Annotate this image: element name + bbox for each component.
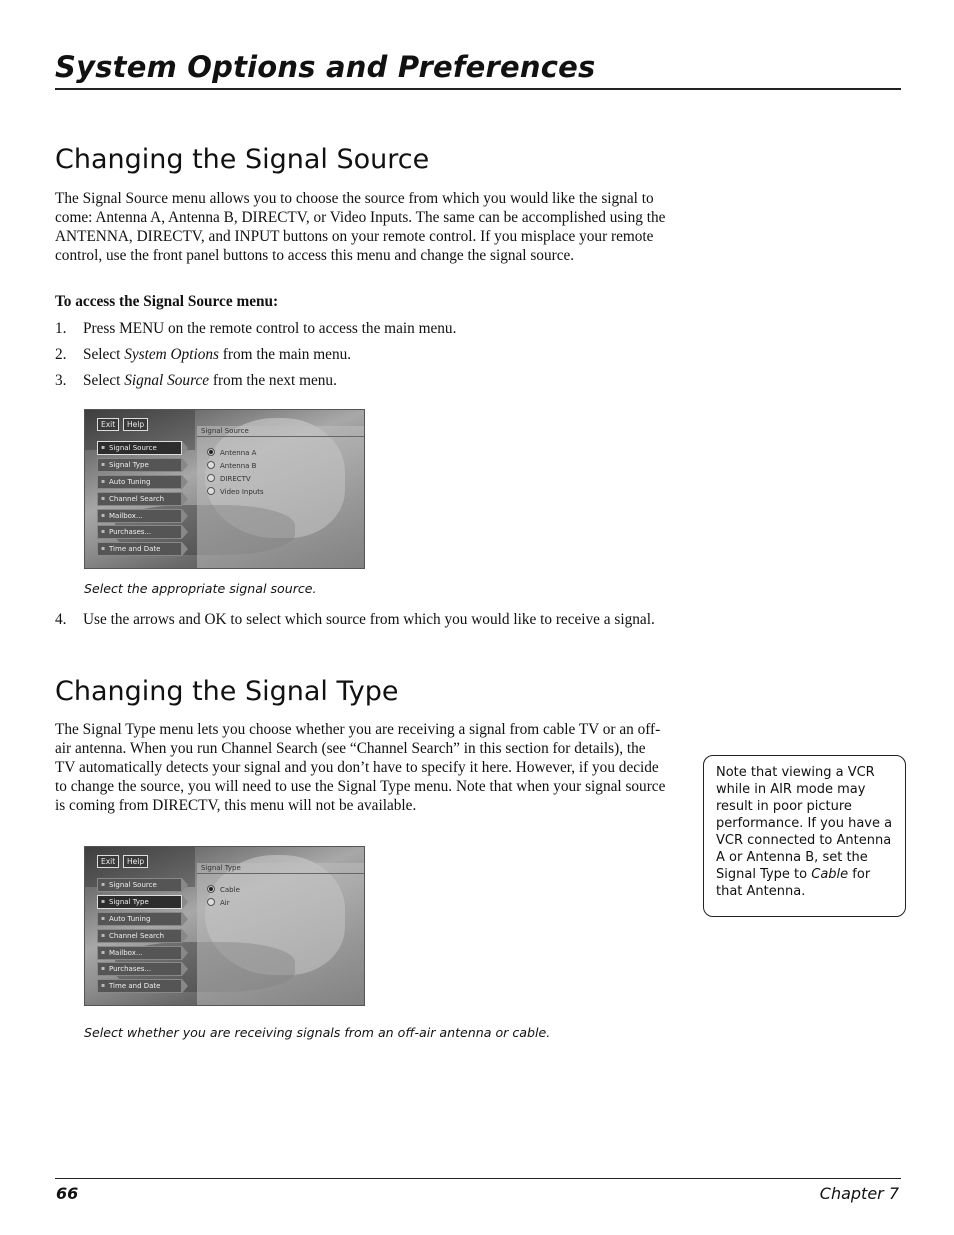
option-cable: Cable [207,885,240,894]
options-panel [197,863,365,1005]
menu-item-purchases: ▪ Purchases... [97,962,182,976]
note-box: Note that viewing a VCR while in AIR mode may result in poor picture performance. If you have a VCR connected to Antenna A or Antenna B, set the Signal Type to Cable for that Antenna. [703,755,906,917]
step-text: Press MENU on the remote control to access the main menu. [83,320,457,337]
menu-item-channel-search: ▪ Channel Search [97,492,182,506]
screenshot-caption-2: Select whether you are receiving signals from an off-air antenna or cable. [84,1025,551,1040]
signal-source-menu-screenshot [84,409,365,569]
screenshot-caption-1: Select the appropriate signal source. [84,581,317,596]
menu-item-purchases: ▪ Purchases... [97,525,182,539]
menu-item-signal-type: ▪ Signal Type [97,458,182,472]
menu-item-time-and-date: ▪ Time and Date [97,542,182,556]
footer-rule [55,1178,901,1179]
step-text: Select System Options from the main menu. [83,346,352,363]
option-video-inputs: Video Inputs [207,487,264,496]
menu-list [97,878,182,996]
menu-item-signal-source: ▪ Signal Source [97,441,182,455]
header-rule [55,88,901,90]
exit-button: Exit [97,855,119,868]
page-header-title: System Options and Preferences [55,50,596,84]
menu-item-auto-tuning: ▪ Auto Tuning [97,475,182,489]
help-button: Help [123,418,148,431]
step-text: Use the arrows and OK to select which source from which you would like to receive a signal. [83,611,655,628]
intro-paragraph: The Signal Source menu allows you to choose the source from which you would like the signal to come: Antenna A, Antenna B, DIRECTV, or Video Inputs. The same can be accomplished using the ANTENNA, DIRECTV, and INPUT buttons on your remote control. If you misplace your remote control, use the front panel buttons to access this menu and change the signal source. [55,190,666,264]
option-directv: DIRECTV [207,474,251,483]
radio-checked-icon [207,448,215,456]
step-number: 3. [55,372,67,389]
option-antenna-a: Antenna A [207,448,256,457]
menu-item-channel-search: ▪ Channel Search [97,929,182,943]
menu-item-mailbox: ▪ Mailbox... [97,946,182,960]
option-antenna-b: Antenna B [207,461,256,470]
chapter-label: Chapter 7 [819,1184,899,1203]
step-number: 4. [55,611,67,628]
menu-item-mailbox: ▪ Mailbox... [97,509,182,523]
menu-item-auto-tuning: ▪ Auto Tuning [97,912,182,926]
signal-type-menu-screenshot [84,846,365,1006]
menu-list [97,441,182,559]
radio-icon [207,474,215,482]
section-heading-signal-type: Changing the Signal Type [55,676,399,707]
panel-title: Signal Source [201,427,249,435]
panel-title: Signal Type [201,864,241,872]
radio-icon [207,487,215,495]
exit-button: Exit [97,418,119,431]
step-text: Select Signal Source from the next menu. [83,372,337,389]
radio-icon [207,898,215,906]
option-air: Air [207,898,230,907]
step-number: 1. [55,320,67,337]
options-panel [197,426,365,568]
menu-item-signal-source: ▪ Signal Source [97,878,182,892]
section-intro-signal-type [55,720,667,815]
radio-checked-icon [207,885,215,893]
section-heading-signal-source: Changing the Signal Source [55,144,430,175]
menu-item-signal-type: ▪ Signal Type [97,895,182,909]
step-number: 2. [55,346,67,363]
intro-paragraph: The Signal Type menu lets you choose whether you are receiving a signal from cable TV or an off-air antenna. When you run Channel Search (see “Channel Search” in this section for details), the TV automatically detects your signal and you don’t have to specify it here. However, if you decide to change the source, you will need to use the Signal Type menu. Note that when your signal source is coming from DIRECTV, this menu will not be available. [55,721,666,814]
page-number: 66 [56,1184,79,1203]
procedure-subhead: To access the Signal Source menu: [55,293,279,310]
help-button: Help [123,855,148,868]
radio-icon [207,461,215,469]
menu-item-time-and-date: ▪ Time and Date [97,979,182,993]
section-intro-signal-source [55,189,675,265]
